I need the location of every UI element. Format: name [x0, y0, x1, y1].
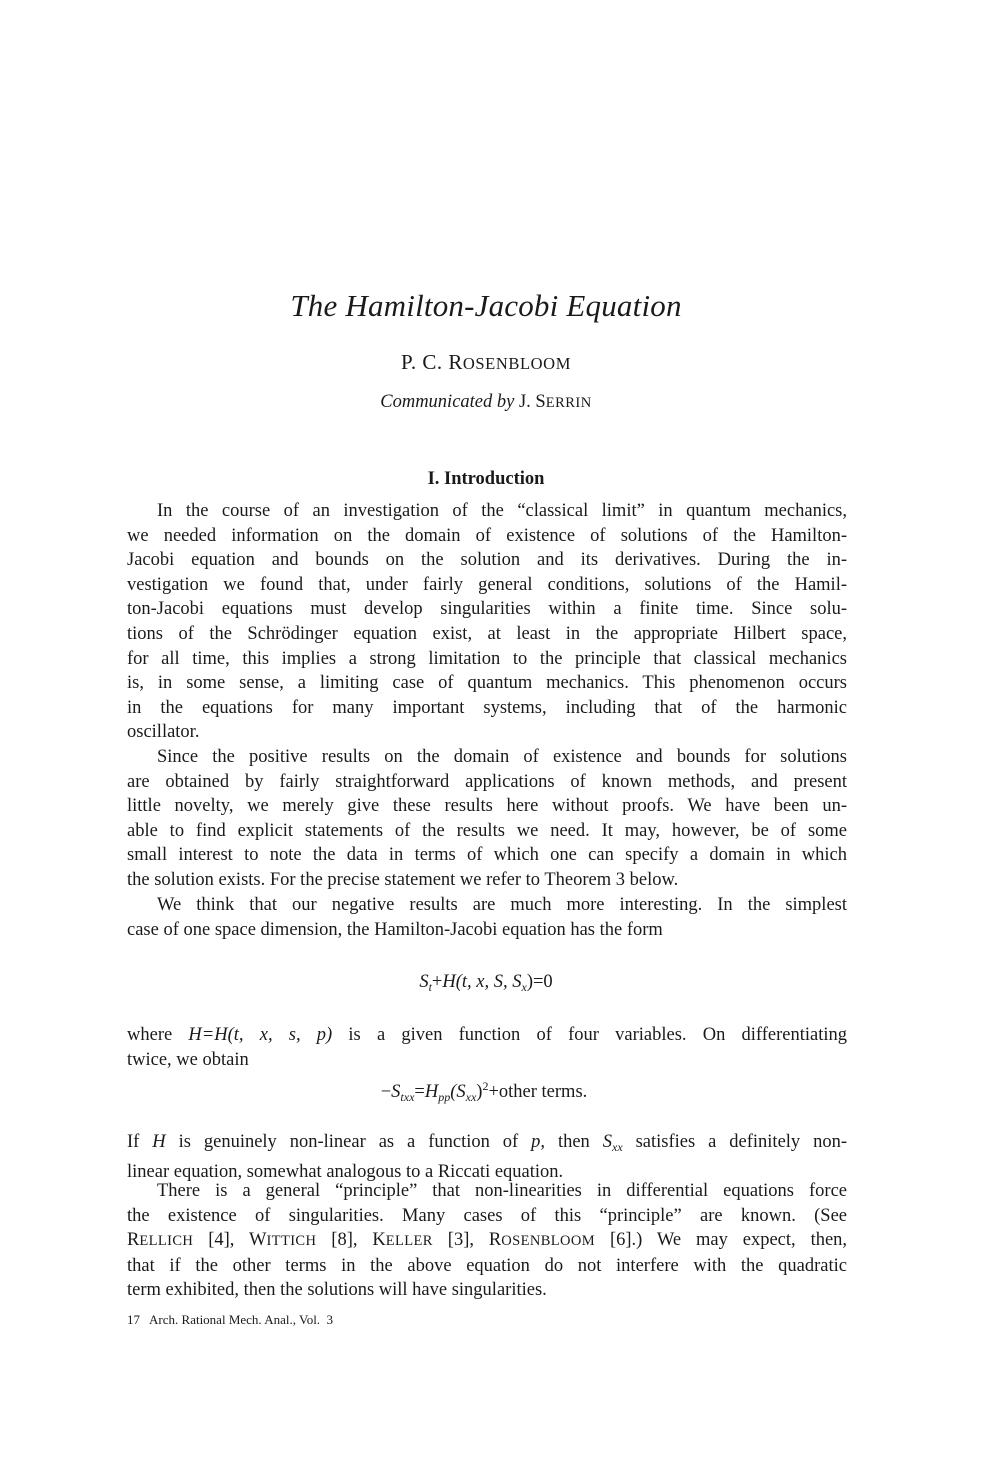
- equation-2: [0, 1079, 970, 1105]
- citation-cap: K: [372, 1230, 386, 1251]
- math-fragment: S: [602, 1132, 612, 1152]
- eq-superscript: 2: [482, 1079, 489, 1093]
- text-line: in the equations for many important systems, including that of the harmonic: [127, 697, 847, 718]
- paragraph-6: [127, 1179, 847, 1303]
- text-line: we needed information on the domain of existence of solutions of the Hamilton-: [127, 525, 847, 546]
- text-line: [127, 1130, 847, 1160]
- text-line: oscillator.: [127, 722, 200, 743]
- text-line: that if the other terms in the above equation do not interfere with the quadratic: [127, 1255, 847, 1276]
- text-line: linear equation, somewhat analogous to a Riccati equation.: [127, 1161, 564, 1182]
- text-line: We think that our negative results are much more interesting. In the simplest: [157, 895, 847, 915]
- paragraph-3: [127, 893, 847, 942]
- citation: [489, 1230, 642, 1250]
- text-fragment: We may expect, then,: [656, 1230, 848, 1251]
- eq-subscript: pp: [438, 1090, 451, 1104]
- citation: [372, 1230, 474, 1250]
- citation-sc: ITTICH: [266, 1233, 317, 1250]
- text-line: [127, 1023, 847, 1048]
- text-line: small interest to note the data in terms of which one can specify a domain in which: [127, 845, 847, 866]
- text-line: the existence of singularities. Many cases of this “principle” are known. (See: [127, 1205, 847, 1226]
- author-line: [0, 350, 972, 375]
- section-heading: I. Introduction: [427, 469, 545, 489]
- citation-sc: ELLICH: [139, 1233, 194, 1250]
- paragraph-4: [127, 1023, 847, 1072]
- communicator-surname: ERRIN: [545, 395, 592, 411]
- text-line: the solution exists. For the precise statement we refer to Theorem 3 below.: [127, 869, 679, 890]
- page-footer: 17 Arch. Rational Mech. Anal., Vol. 3: [127, 1312, 334, 1327]
- eq-symbol: H: [424, 1082, 439, 1102]
- text-line: little novelty, we merely give these results here without proofs. We have been un-: [127, 796, 847, 817]
- eq-args: (t, x, S, S: [455, 972, 522, 992]
- citation: [249, 1230, 358, 1250]
- text-line: twice, we obtain: [127, 1049, 249, 1070]
- paragraph-5: [127, 1130, 847, 1184]
- citation-num: [4],: [208, 1230, 235, 1251]
- text-line: In the course of an investigation of the “classical limit” in quantum mechanics,: [157, 501, 847, 521]
- eq-operator: =: [414, 1082, 425, 1102]
- equation-1: [0, 972, 972, 995]
- text-fragment: If: [127, 1132, 140, 1152]
- text-fragment: satisfies a definitely non-: [635, 1132, 848, 1152]
- citation-cap: R: [127, 1230, 140, 1251]
- author-initial: P. C. R: [401, 350, 463, 374]
- eq-subscript: xx: [465, 1090, 477, 1104]
- text-line: vestigation we found that, under fairly general conditions, solutions of the Hamil-: [127, 574, 847, 595]
- citation-cap: R: [488, 1230, 502, 1251]
- text-line: for all time, this implies a strong limitation to the principle that classical mechanics: [127, 648, 847, 669]
- citation-cap: W: [248, 1230, 267, 1251]
- citation-num: [8],: [331, 1230, 358, 1251]
- eq-symbol: S: [391, 1082, 401, 1102]
- eq-close: ): [476, 1082, 483, 1102]
- text-line: able to find explicit statements of the results we need. It may, however, be of some: [127, 820, 847, 841]
- math-fragment: p,: [531, 1132, 546, 1152]
- paragraph-1: [127, 499, 847, 745]
- communicator-initial: J. S: [518, 392, 546, 412]
- text-line: There is a general “principle” that non-linearities in differential equations force: [157, 1181, 847, 1201]
- citation-sc: OSENBLOOM: [501, 1233, 596, 1250]
- eq-subscript: txx: [400, 1090, 415, 1104]
- text-line: [127, 1228, 847, 1254]
- eq-operator: −: [380, 1082, 392, 1102]
- citation-num: [3],: [447, 1230, 474, 1251]
- text-line: tions of the Schrödinger equation exist, at least in the appropriate Hilbert space,: [127, 623, 847, 644]
- eq-symbol: H: [442, 972, 456, 992]
- math-subscript: xx: [612, 1140, 623, 1154]
- eq-close: )=0: [526, 972, 553, 992]
- text-line: Since the positive results on the domain of existence and bounds for solutions: [157, 747, 847, 767]
- text-line: Jacobi equation and bounds on the solution and its derivatives. During the in-: [127, 550, 847, 571]
- text-fragment: is a given function of four variables. On differentiating: [348, 1025, 848, 1045]
- paper-title: The Hamilton-Jacobi Equation: [290, 288, 682, 323]
- text-line: is, in some sense, a limiting case of quantum mechanics. This phenomenon occurs: [127, 673, 847, 694]
- citation-num: [6].): [609, 1230, 643, 1251]
- math-fragment: H: [152, 1132, 166, 1152]
- text-line: are obtained by fairly straightforward applications of known methods, and present: [127, 771, 847, 792]
- text-fragment: where: [127, 1025, 173, 1045]
- text-line: case of one space dimension, the Hamilton-Jacobi equation has the form: [127, 919, 663, 940]
- communicated-line: [0, 392, 972, 413]
- eq-subscript: t: [428, 980, 432, 994]
- text-line: term exhibited, then the solutions will have singularities.: [127, 1280, 547, 1301]
- text-fragment: then: [557, 1132, 590, 1152]
- paragraph-2: [127, 745, 847, 893]
- text-line: ton-Jacobi equations must develop singularities within a finite time. Since solu-: [127, 599, 847, 620]
- citation: [127, 1230, 234, 1250]
- math-fragment: H=H(t, x, s, p): [188, 1025, 333, 1045]
- eq-subscript: x: [521, 980, 527, 994]
- eq-symbol: S: [419, 972, 429, 992]
- text-fragment: is genuinely non-linear as a function of: [178, 1132, 519, 1152]
- author-surname: OSENBLOOM: [462, 354, 571, 373]
- citation-sc: ELLER: [385, 1233, 433, 1250]
- eq-operator: +: [431, 972, 443, 992]
- eq-open: (S: [450, 1082, 466, 1102]
- communicated-prefix: Communicated by: [380, 392, 515, 412]
- eq-rest: +other terms.: [488, 1082, 588, 1102]
